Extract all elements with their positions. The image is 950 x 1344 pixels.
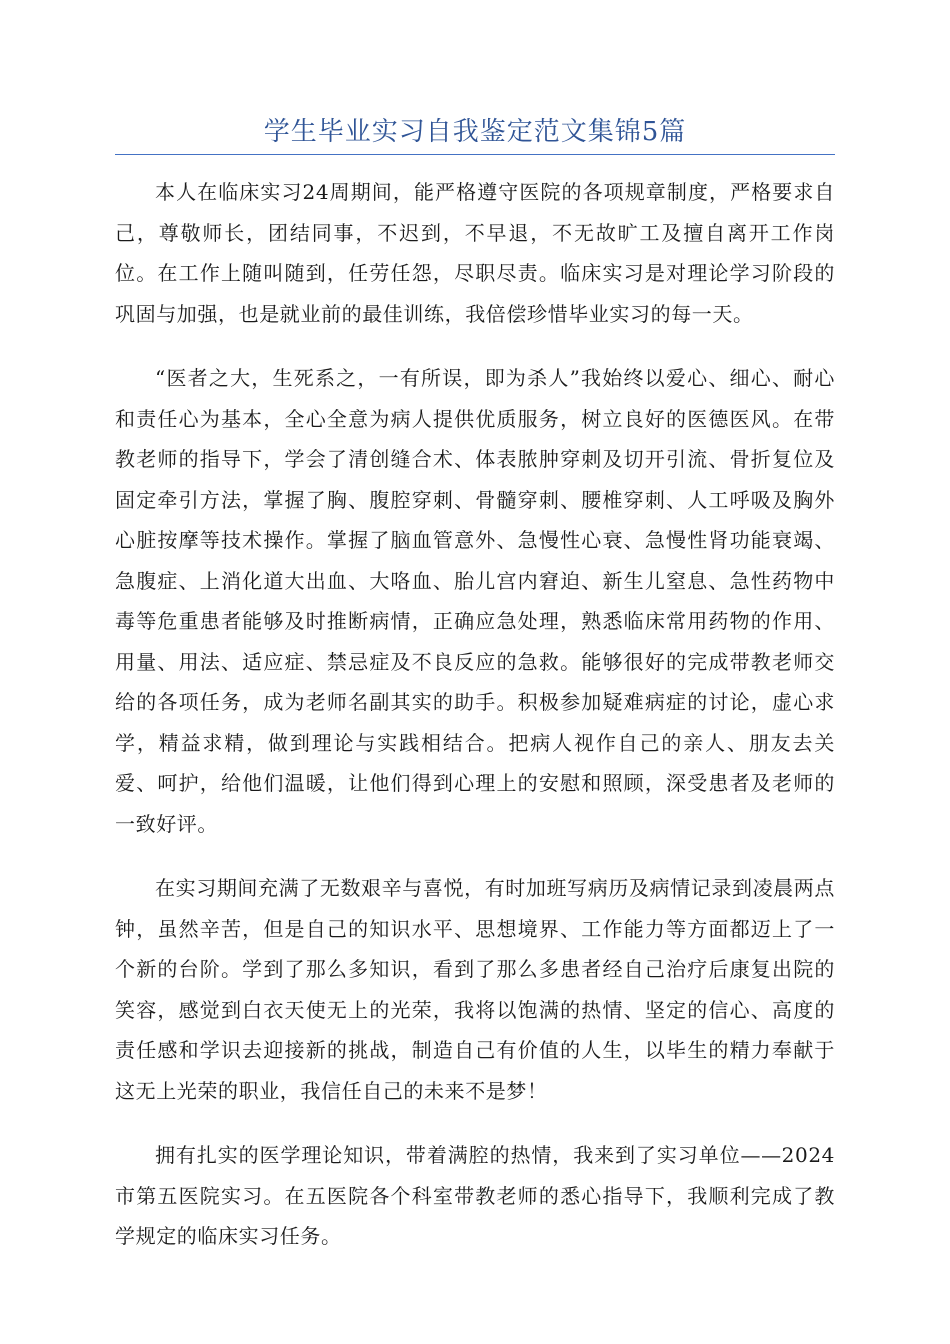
document-title: 学生毕业实习自我鉴定范文集锦5篇 <box>263 117 687 147</box>
title-underline <box>115 154 835 155</box>
paragraph-3: 在实习期间充满了无数艰辛与喜悦，有时加班写病历及病情记录到凌晨两点钟，虽然辛苦，但是自己的知识水平、思想境界、工作能力等方面都迈上了一个新的台阶。学到了那么多知识，看到了那么多患者经自己治疗后康复出院的笑容，感觉到白衣天使无上的光荣，我将以饱满的热情、坚定的信心、高度的责任感和学识去迎接新的挑战，制造自己有价值的人生，以毕生的精力奉献于这无上光荣的职业，我信任自己的未来不是梦！ <box>115 876 835 1103</box>
paragraph-4: 拥有扎实的医学理论知识，带着满腔的热情，我来到了实习单位——2024市第五医院实习。在五医院各个科室带教老师的悉心指导下，我顺利完成了教学规定的临床实习任务。 <box>115 1143 835 1248</box>
document-body <box>115 172 835 1281</box>
paragraph-1: 本人在临床实习24周期间，能严格遵守医院的各项规章制度，严格要求自己，尊敬师长，团结同事，不迟到，不早退，不无故旷工及擅自离开工作岗位。在工作上随叫随到，任劳任怨，尽职尽责。临床实习是对理论学习阶段的巩固与加强，也是就业前的最佳训练，我倍偿珍惜毕业实习的每一天。 <box>115 180 835 326</box>
paragraph-2: “医者之大，生死系之，一有所误，即为杀人”我始终以爱心、细心、耐心和责任心为基本，全心全意为病人提供优质服务，树立良好的医德医风。在带教老师的指导下，学会了清创缝合术、体表脓肿穿刺及切开引流、骨折复位及固定牵引方法，掌握了胸、腹腔穿刺、骨髓穿刺、腰椎穿刺、人工呼吸及胸外心脏按摩等技术操作。掌握了脑血管意外、急慢性心衰、急慢性肾功能衰竭、急腹症、上消化道大出血、大咯血、胎儿宫内窘迫、新生儿窒息、急性药物中毒等危重患者能够及时推断病情，正确应急处理，熟悉临床常用药物的作用、用量、用法、适应症、禁忌症及不良反应的急救。能够很好的完成带教老师交给的各项任务，成为老师名副其实的助手。积极参加疑难病症的讨论，虚心求学，精益求精，做到理论与实践相结合。把病人视作自己的亲人、朋友去关爱、呵护，给他们温暖，让他们得到心理上的安慰和照顾，深受患者及老师的一致好评。 <box>115 366 835 836</box>
